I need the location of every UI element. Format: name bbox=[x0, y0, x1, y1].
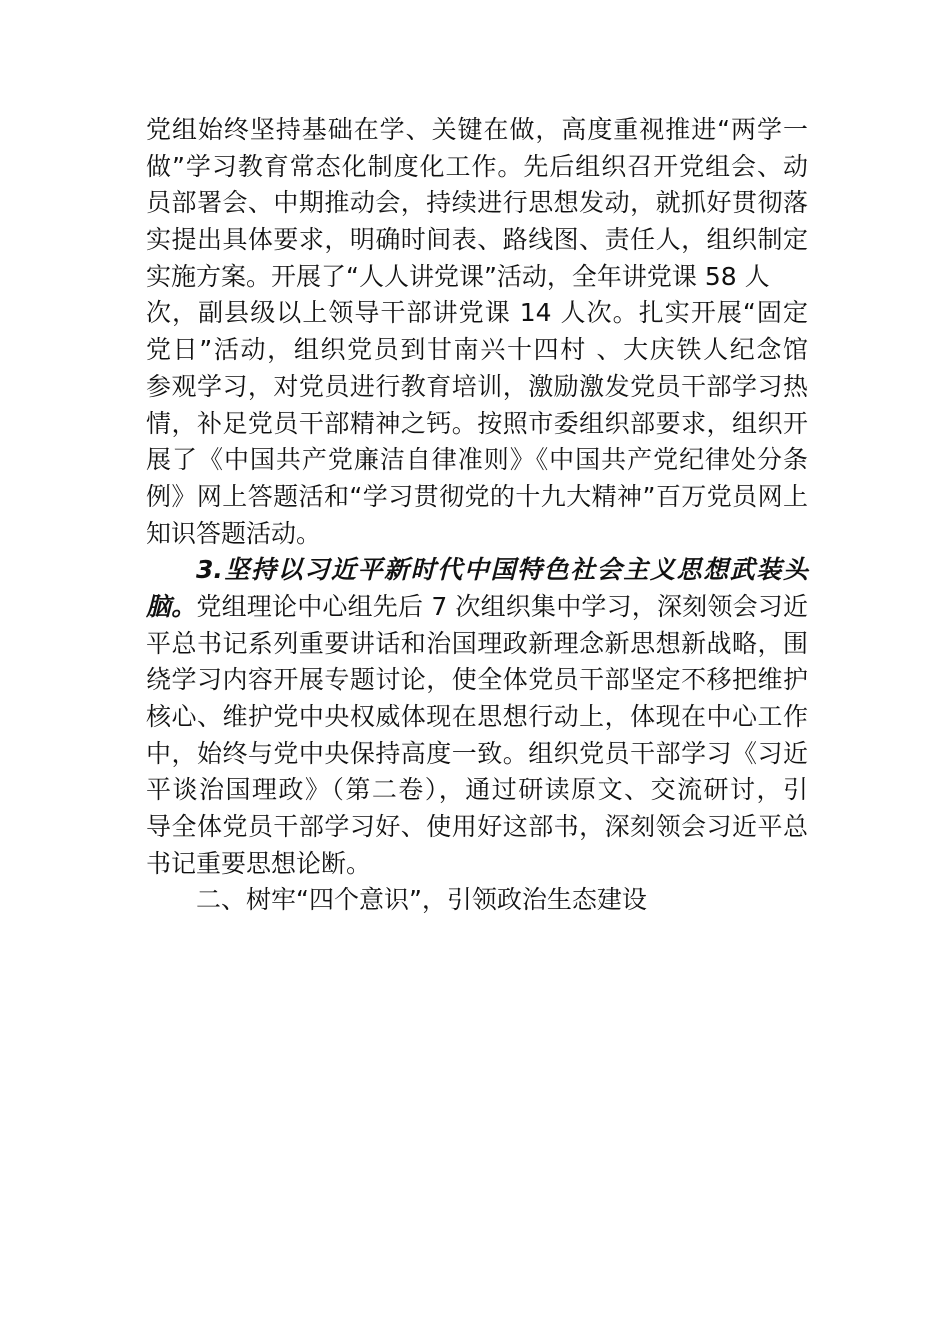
text-line: 平谈治国理政》（第二卷），通过研读原文、交流研讨，引 bbox=[146, 775, 808, 805]
text-line: 知识答题活动。 bbox=[146, 518, 322, 548]
text-line: 参观学习，对党员进行教育培训，激励激发党员干部学习热 bbox=[146, 371, 808, 401]
text-line: 实施方案。开展了“人人讲党课”活动，全年讲党课 58 人 bbox=[146, 261, 770, 291]
text-line: 做”学习教育常态化制度化工作。先后组织召开党组会、动 bbox=[146, 151, 808, 181]
text-line: 例》网上答题活和“学习贯彻党的十九大精神”百万党员网上 bbox=[146, 481, 808, 511]
text-line bbox=[146, 589, 808, 626]
text-line: 员部署会、中期推动会，持续进行思想发动，就抓好贯彻落 bbox=[146, 188, 808, 218]
section-heading: 二、树牢“四个意识”，引领政治生态建设 bbox=[196, 885, 647, 915]
text-line: 展了《中国共产党廉洁自律准则》《中国共产党纪律处分条 bbox=[146, 445, 808, 475]
paragraph-heading-end: 脑。 bbox=[146, 591, 197, 621]
text-line: 实提出具体要求，明确时间表、路线图、责任人，组织制定 bbox=[146, 225, 808, 255]
text-line: 导全体党员干部学习好、使用好这部书，深刻领会习近平总 bbox=[146, 812, 808, 842]
text-line: 党日”活动，组织党员到甘南兴十四村 、大庆铁人纪念馆 bbox=[146, 335, 808, 365]
document-body bbox=[146, 112, 808, 919]
text-line: 次，副县级以上领导干部讲党课 14 人次。扎实开展“固定 bbox=[146, 298, 808, 328]
paragraph-theory-study bbox=[146, 552, 808, 882]
paragraph-heading: 3.坚持以习近平新时代中国特色社会主义思想武装头 bbox=[196, 555, 808, 585]
paragraph-party-learning bbox=[146, 112, 808, 552]
text-line: 党组始终坚持基础在学、关键在做，高度重视推进“两学一 bbox=[146, 115, 808, 144]
text-line: 情，补足党员干部精神之钙。按照市委组织部要求，组织开 bbox=[146, 408, 808, 438]
text-line-rest: 党组理论中心组先后 7 次组织集中学习，深刻领会习近 bbox=[196, 591, 808, 621]
text-line: 核心、维护党中央权威体现在思想行动上，体现在中心工作 bbox=[146, 702, 808, 731]
text-line: 绕学习内容开展专题讨论，使全体党员干部坚定不移把维护 bbox=[146, 665, 808, 695]
text-line: 平总书记系列重要讲话和治国理政新理念新思想新战略，围 bbox=[146, 628, 808, 658]
text-line: 中，始终与党中央保持高度一致。组织党员干部学习《习近 bbox=[146, 738, 808, 768]
text-line: 书记重要思想论断。 bbox=[146, 848, 372, 878]
